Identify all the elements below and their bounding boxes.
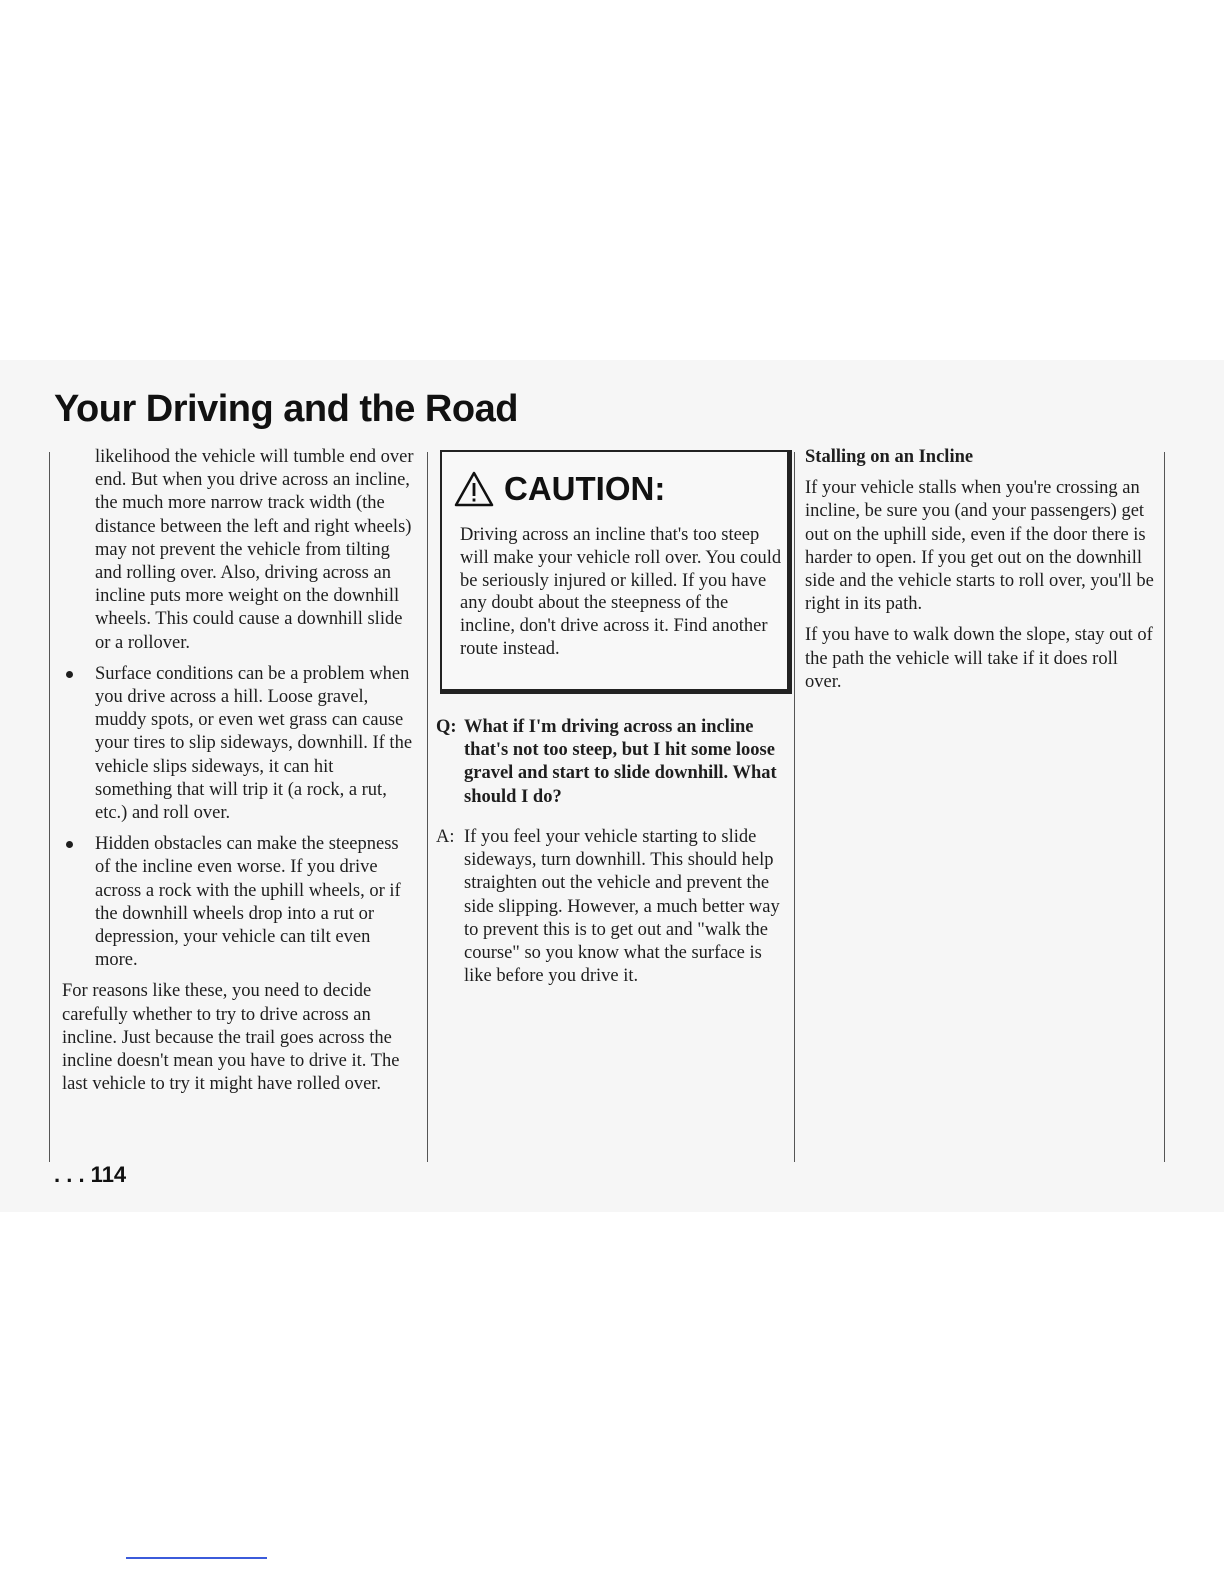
right-column [805, 446, 1155, 702]
column-divider [49, 452, 50, 1162]
warning-triangle-icon [454, 471, 494, 507]
caution-text: Driving across an incline that's too steep will make your vehicle roll over. You could be seriously injured or killed. If you have any doubt about the steepness of the incline, don't drive across it. Find another route instead. [460, 525, 782, 659]
answer-text: If you feel your vehicle starting to slide sideways, turn downhill. This should help straighten out the vehicle and prevent the side slipping. However, a much better way to prevent this is to get out and "walk the course" so you know what the surface is like before you drive it. [464, 827, 780, 987]
bullet-icon [66, 841, 73, 848]
footer-link-underline[interactable] [126, 1557, 267, 1559]
column-divider [794, 452, 795, 1162]
question-tag: Q: [436, 717, 457, 737]
bullet-item [62, 833, 414, 972]
body-paragraph: If your vehicle stalls when you're crossing an incline, be sure you (and your passengers) get out on the uphill side, even if the door there is harder to open. If you get out on the downhill side and the vehicle starts to roll over, you'll be right in its path. [805, 478, 1154, 615]
page-number: . . . 114 [54, 1162, 127, 1187]
left-column [62, 446, 414, 1104]
answer-block [436, 826, 788, 988]
bullet-item [62, 663, 414, 825]
bullet-text: Surface conditions can be a problem when you drive across a hill. Loose gravel, muddy spots, or even wet grass can cause your tires to slip sideways, downhill. If the vehicle slips sideways, it can hit something that will trip it (a rock, a rut, etc.) and roll over. [95, 663, 413, 824]
body-paragraph: If you have to walk down the slope, stay out of the path the vehicle will take if it does roll over. [805, 625, 1153, 692]
bullet-icon [66, 671, 73, 678]
caution-box [440, 450, 792, 694]
answer-tag: A: [436, 827, 455, 847]
column-divider [427, 452, 428, 1162]
page-title: Your Driving and the Road [54, 388, 518, 430]
question-text: What if I'm driving across an incline that's not too steep, but I hit some loose gravel and start to slide downhill. What should I do? [464, 717, 777, 807]
continuation-paragraph: likelihood the vehicle will tumble end over end. But when you drive across an incline, the much more narrow track width (the distance between the left and right wheels) may not prevent the vehicle from tilting and rolling over. Also, driving across an incline puts more weight on the downhill wheels. This could cause a downhill slide or a rollover. [95, 447, 414, 653]
caution-header [454, 470, 665, 508]
column-divider [1164, 452, 1165, 1162]
closing-paragraph: For reasons like these, you need to decide carefully whether to try to drive across an incline. Just because the trail goes across the incline doesn't mean you have to drive it. The last vehicle to try it might have rolled over. [62, 981, 400, 1095]
section-heading: Stalling on an Incline [805, 447, 974, 467]
question-block [436, 716, 782, 809]
caution-label: CAUTION: [504, 470, 666, 507]
bullet-text: Hidden obstacles can make the steepness of the incline even worse. If you drive across a rock with the uphill wheels, or if the downhill wheels drop into a rut or depression, your vehicle can tilt even more. [95, 834, 401, 971]
